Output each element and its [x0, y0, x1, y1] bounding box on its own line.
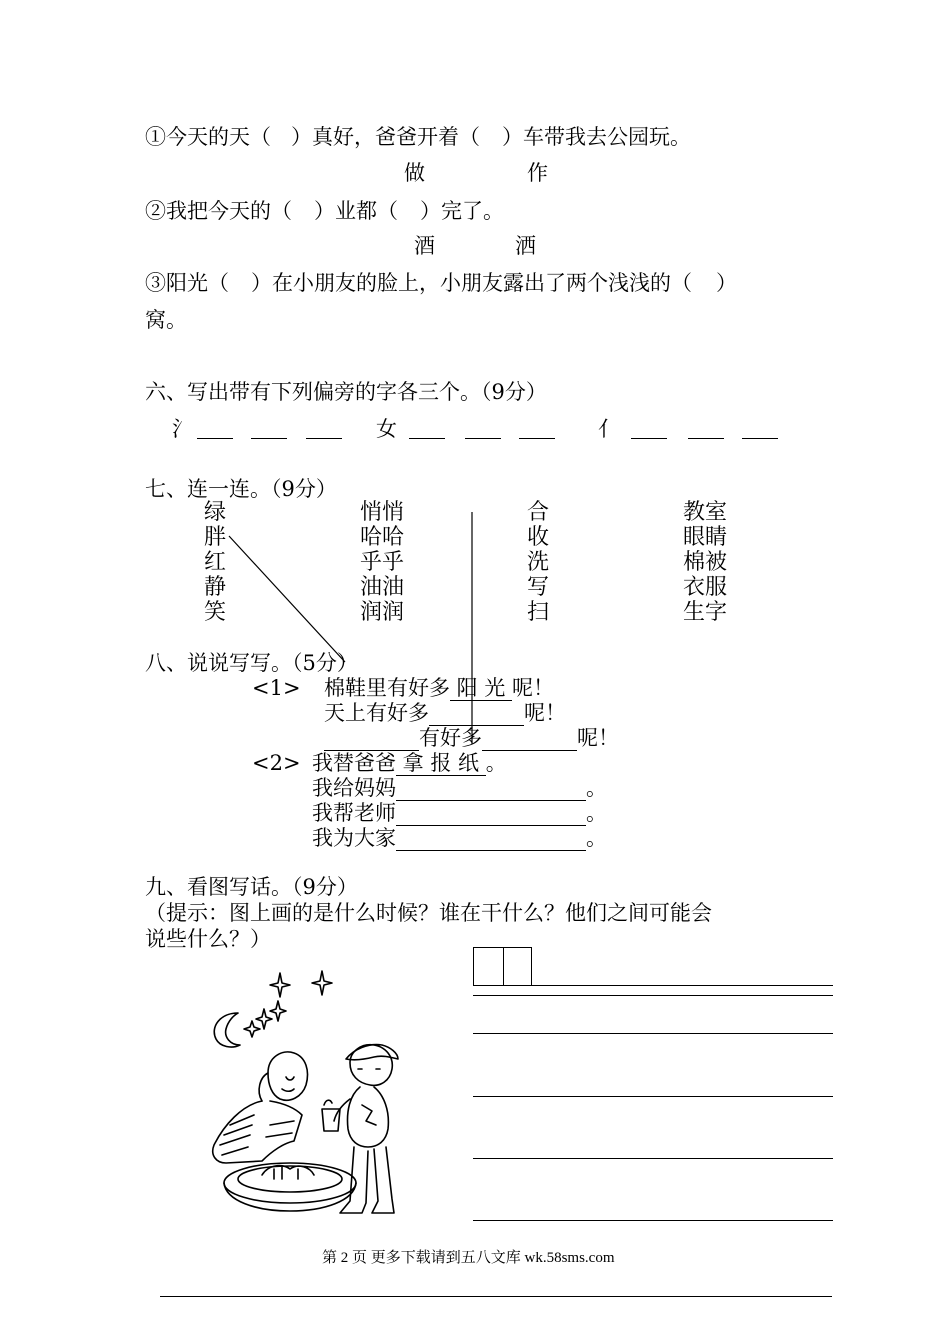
connect-line-diagonal [229, 536, 345, 662]
q2-line: ②我把今天的（ ）业都（ ）完了。 [145, 199, 504, 223]
section7-title: 七、连一连。（9分） [145, 477, 337, 501]
star-icon [270, 973, 290, 997]
match-item[interactable]: 红 [204, 550, 227, 575]
star-icon [270, 1001, 286, 1021]
radical: 亻 [598, 417, 619, 441]
writing-box[interactable] [473, 947, 504, 985]
star-icon [256, 1009, 272, 1029]
writing-line[interactable] [473, 985, 833, 986]
match-item[interactable]: 合 [527, 500, 550, 525]
match-item[interactable]: 绿 [204, 500, 227, 525]
radical: 氵 [172, 417, 193, 441]
match-item[interactable]: 衣服 [683, 575, 728, 600]
moon-icon [214, 1013, 240, 1047]
filled-answer: 阳 光 [450, 676, 513, 700]
section8-title: 八、说说写写。（5分） [145, 651, 358, 675]
q1-line: ①今天的天（ ）真好，爸爸开着（ ）车带我去公园玩。 [145, 125, 691, 149]
choice-word: 做 [404, 161, 425, 185]
match-item[interactable]: 哈哈 [360, 525, 405, 550]
sentence-line: 我帮老师 。 [312, 801, 607, 825]
section9-hint: 说些什么？） [145, 927, 271, 951]
writing-line[interactable] [473, 1096, 833, 1097]
radical: 女 [376, 417, 397, 441]
match-item[interactable]: 生字 [683, 600, 728, 625]
match-item[interactable]: 棉被 [683, 550, 728, 575]
section9-hint: （提示：图上画的是什么时候？谁在干什么？他们之间可能会 [145, 901, 712, 925]
section9-title: 九、看图写话。（9分） [145, 875, 358, 899]
match-item[interactable]: 收 [527, 525, 550, 550]
answer-blank[interactable] [396, 803, 586, 826]
sentence-line: 天上有好多 呢！ [324, 701, 566, 725]
sentence-line: 我替爸爸 拿 报 纸 。 [312, 751, 507, 775]
writing-line[interactable] [473, 1220, 833, 1221]
match-item[interactable]: 悄悄 [360, 500, 405, 525]
sentence-line: 我为大家 。 [312, 826, 607, 850]
q3-line-end: 窝。 [145, 308, 187, 332]
sentence-line: 我给妈妈 。 [312, 776, 607, 800]
choice-word: 酒 [414, 234, 435, 258]
match-item[interactable]: 润润 [360, 600, 405, 625]
answer-blank[interactable] [396, 828, 586, 851]
answer-blank[interactable] [396, 778, 586, 801]
match-item[interactable]: 扫 [527, 600, 550, 625]
match-item[interactable]: 胖 [204, 525, 227, 550]
writing-line[interactable] [473, 995, 833, 996]
match-item[interactable]: 乎乎 [360, 550, 405, 575]
sentence-line: 有好多 呢！ [324, 725, 619, 751]
match-item[interactable]: 笑 [204, 600, 227, 625]
filled-answer: 拿 报 纸 [396, 751, 486, 775]
choice-word: 洒 [515, 234, 536, 258]
writing-line[interactable] [473, 1033, 833, 1034]
match-item[interactable]: 洗 [527, 550, 550, 575]
choice-word: 作 [527, 161, 548, 185]
answer-blank[interactable] [324, 728, 419, 751]
q3-line: ③阳光（ ）在小朋友的脸上，小朋友露出了两个浅浅的（ ） [145, 271, 737, 295]
page-footer: 第 2 页 更多下载请到五八文库 wk.58sms.com [322, 1250, 615, 1266]
match-item[interactable]: 写 [527, 575, 550, 600]
match-item[interactable]: 油油 [360, 575, 405, 600]
match-item[interactable]: 眼睛 [683, 525, 728, 550]
star-icon [244, 1021, 260, 1037]
section6-title: 六、写出带有下列偏旁的字各三个。（9分） [145, 380, 547, 404]
match-item[interactable]: 静 [204, 575, 227, 600]
picture-illustration [190, 965, 420, 1227]
answer-blank[interactable] [429, 703, 524, 726]
answer-blank[interactable] [482, 728, 577, 751]
part-number: <2> [252, 751, 301, 775]
star-icon [312, 971, 332, 995]
part-number: <1> [252, 676, 301, 700]
match-item[interactable]: 教室 [683, 500, 728, 525]
footer-divider [160, 1296, 832, 1297]
writing-box[interactable] [502, 947, 532, 985]
writing-line[interactable] [473, 1158, 833, 1159]
sentence-line: 棉鞋里有好多 阳 光 呢！ [324, 676, 555, 700]
